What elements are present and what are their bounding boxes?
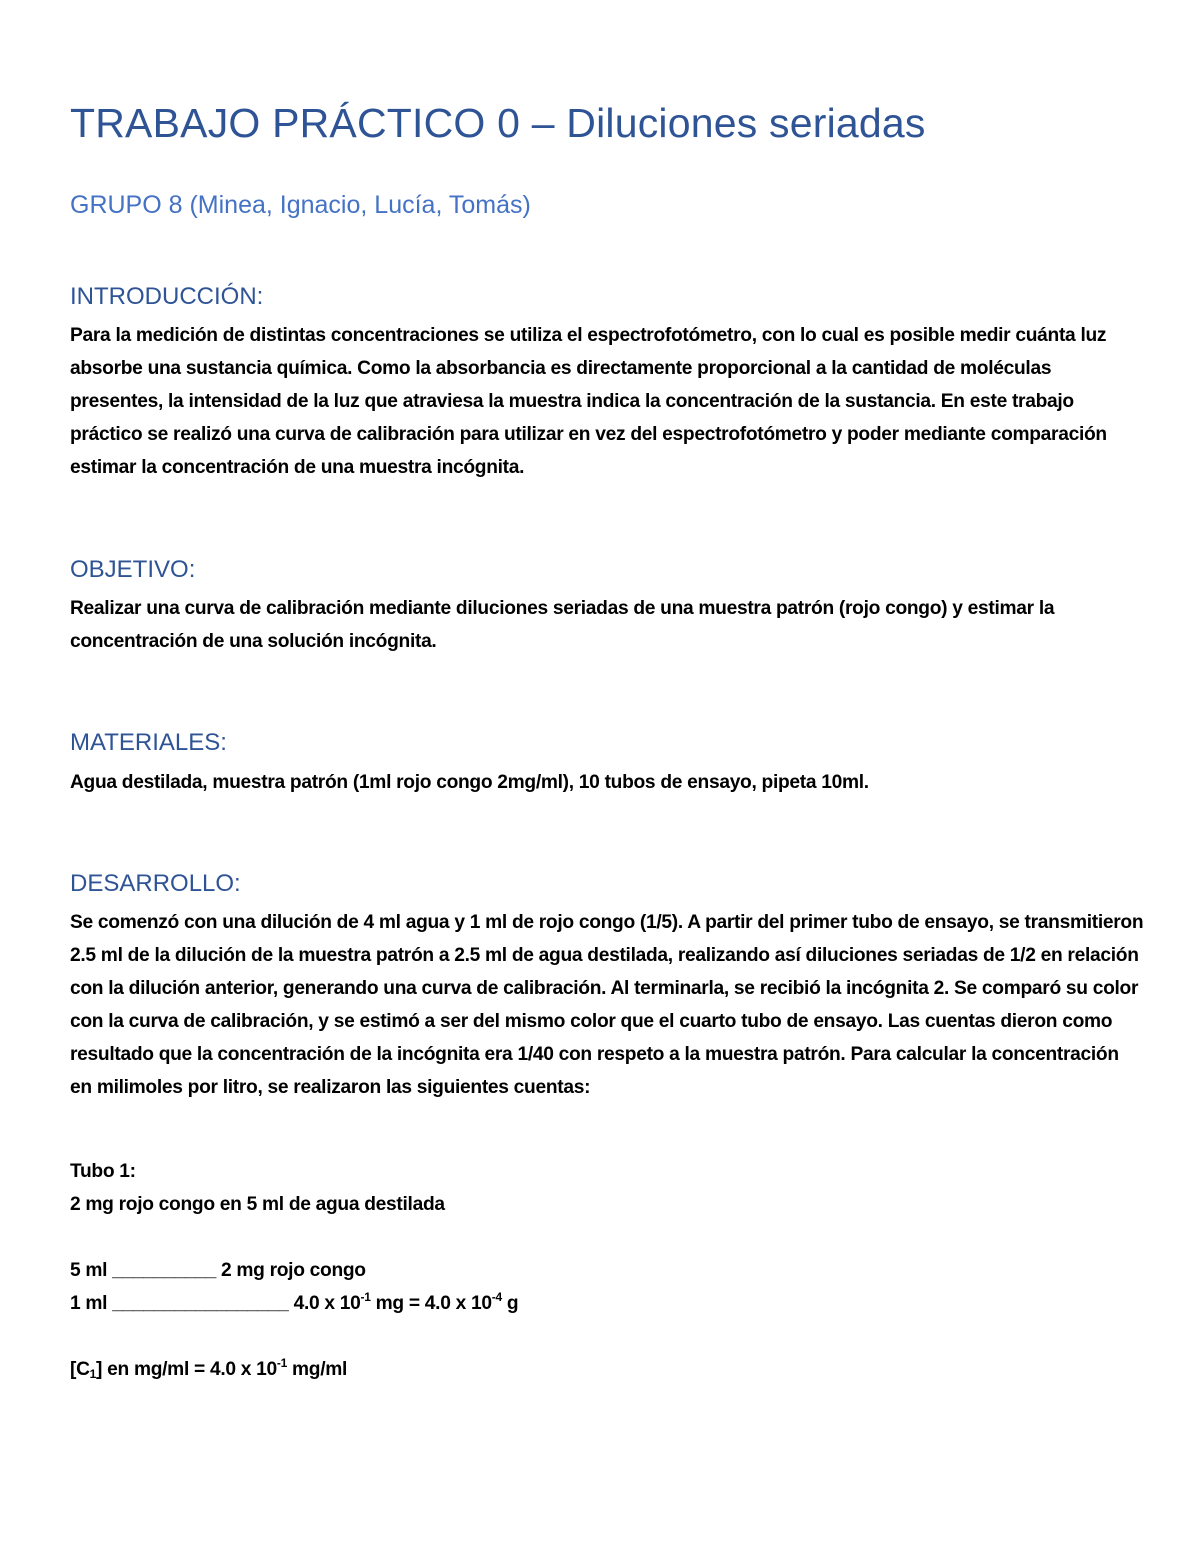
unknown-sample-label: incógnita 2: [845, 978, 944, 999]
conc-open: [C: [70, 1359, 90, 1380]
rule-of-three-line-1: [70, 1260, 366, 1282]
intro-heading: INTRODUCCIÓN:: [70, 283, 264, 310]
rule2-exponent-b: -4: [491, 1290, 502, 1304]
conc-mid: ] en mg/ml = 4.0 x 10: [96, 1359, 277, 1380]
development-text-after: . Se comparó su color con la curva de calibración, y se estimó a ser del mismo color que el cuarto tubo de ensayo. Las cuentas dieron como resultado que la concentración de la incógnita era 1/40 con respeto a la muestra patrón. Para calcular la concentración en milimoles por litro, se realizaron las siguientes cuentas:: [70, 978, 1139, 1098]
objective-paragraph: Realizar una curva de calibración mediante diluciones seriadas de una muestra patrón (rojo congo) y estimar la concentración de una solución incógnita.: [70, 598, 1055, 652]
rule-of-three-line-2: [70, 1290, 519, 1315]
conc-end: mg/ml: [286, 1359, 348, 1380]
conc-subscript: 1: [89, 1367, 97, 1381]
development-text-before: Se comenzó con una dilución de 4 ml agua y 1 ml de rojo congo (1/5). A partir del primer tubo de ensayo, se transmitieron 2.5 ml de la dilución de la muestra patrón a 2.5 ml de agua destilada, realizando así diluciones seriadas de 1/2 en relación con la dilución anterior, generando una curva de calibración. Al terminarla, se recibió la: [70, 912, 1144, 999]
intro-paragraph: Para la medición de distintas concentraciones se utiliza el espectrofotómetro, con lo cual es posible medir cuánta luz absorbe una sustancia química. Como la absorbancia es directamente proporcional a la cantidad de moléculas presentes, la intensidad de la luz que atraviesa la muestra indica la concentración de la sustancia. En este trabajo práctico se realizó una curva de calibración para utilizar en vez del espectrofotómetro y poder mediante comparación estimar la concentración de una muestra incógnita.: [70, 325, 1107, 478]
rule2-value-a: 4.0 x 10: [293, 1293, 361, 1314]
materials-paragraph: Agua destilada, muestra patrón (1ml rojo congo 2mg/ml), 10 tubos de ensayo, pipeta 10ml.: [70, 772, 869, 793]
tube-description: 2 mg rojo congo en 5 ml de agua destilada: [70, 1194, 445, 1215]
tube-label: Tubo 1:: [70, 1161, 136, 1182]
rule2-blank: _________________: [112, 1293, 289, 1314]
rule2-value-c: g: [501, 1293, 519, 1314]
development-heading: DESARROLLO:: [70, 870, 241, 897]
materials-heading: MATERIALES:: [70, 729, 227, 756]
objective-heading: OBJETIVO:: [70, 556, 196, 583]
group-subtitle: GRUPO 8 (Minea, Ignacio, Lucía, Tomás): [70, 191, 531, 219]
page-title: TRABAJO PRÁCTICO 0 – Diluciones seriadas: [70, 100, 926, 146]
conc-exponent: -1: [276, 1356, 287, 1370]
rule2-left: 1 ml: [70, 1293, 108, 1314]
rule2-value-b: mg = 4.0 x 10: [370, 1293, 492, 1314]
development-paragraph: [70, 906, 1145, 1104]
rule2-exponent-a: -1: [360, 1290, 371, 1304]
rule1-left: 5 ml: [70, 1260, 108, 1281]
rule1-right: 2 mg rojo congo: [220, 1260, 366, 1281]
rule1-blank: __________: [112, 1260, 216, 1281]
concentration-result: [70, 1356, 348, 1381]
